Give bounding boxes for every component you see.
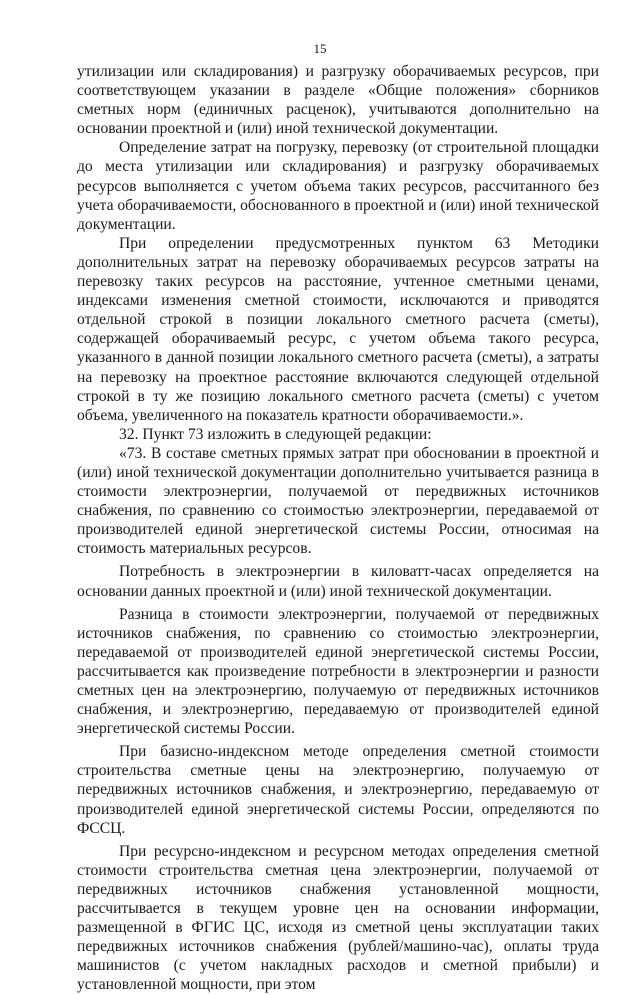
paragraph: При базисно-индексном методе определения сметной стоимости строительства сметные цены на электроэнергию, получаемую от передвижных источников снабжения, и электроэнергию, передаваемую от производителей единой энергетической системы России, определяются по ФССЦ.: [77, 743, 599, 837]
paragraph: «73. В составе сметных прямых затрат при обосновании в проектной и (или) иной технической документации дополнительно учитывается разница в стоимости электроэнергии, получаемой от передвижных источников снабжения, по сравнению со стоимостью электроэнергии, передаваемой от производителей единой энергетической системы России, относимая на стоимость материальных ресурсов.: [77, 444, 599, 558]
paragraph: Определение затрат на погрузку, перевозку (от строительной площадки до места утилизации или складирования) и разгрузку оборачиваемых ресурсов выполняется с учетом объема таких ресурсов, рассчитанного без учета оборачиваемости, обоснованного в проектной и (или) иной технической документации.: [77, 139, 600, 233]
paragraph: 32. Пункт 73 изложить в следующей редакции:: [119, 425, 432, 443]
paragraph: Разница в стоимости электроэнергии, получаемой от передвижных источников снабжения, по сравнению со стоимостью электроэнергии, передаваемой от производителей единой энергетической системы России, рассчитывается как произведение потребности в электроэнергии и разности сметных цен на электроэнергию, получаемую от передвижных источников снабжения, и электроэнергию, передаваемую от производителей единой энергетической системы России.: [77, 605, 599, 738]
paragraph: Потребность в электроэнергии в киловатт-часах определяется на основании данных проектной и (или) иной технической документации.: [77, 563, 599, 600]
paragraph: При определении предусмотренных пунктом 63 Методики дополнительных затрат на перевозку оборачиваемых ресурсов затраты на перевозку таких ресурсов на расстояние, учтенное сметными ценами, индексами изменения сметной стоимости, исключаются и приводятся отдельной строкой в позиции локального сметного расчета (сметы), содержащей оборачиваемый ресурс, с учетом объема такого ресурса, указанного в данной позиции локального сметного расчета (сметы), а затраты на перевозку на проектное расстояние включаются следующей отдельной строкой в ту же позицию локального сметного расчета (сметы) с учетом объема, увеличенного на показатель кратности оборачиваемости.».: [77, 234, 599, 424]
paragraph: утилизации или складирования) и разгрузку оборачиваемых ресурсов, при соответствующем указании в разделе «Общие положения» сборников сметных норм (единичных расценок), учитываются дополнительно на основании проектной и (или) иной технической документации.: [77, 63, 599, 138]
paragraph: При ресурсно-индексном и ресурсном методах определения сметной стоимости строительства сметная цена электроэнергии, получаемой от передвижных источников снабжения установленной мощности, рассчитывается в текущем уровне цен на основании информации, размещенной в ФГИС ЦС, исходя из сметной цены эксплуатации таких передвижных источников снабжения (рублей/машино-час), оплаты труда машинистов (с учетом накладных расходов и сметной прибыли) и установленной мощности, при этом: [77, 842, 599, 994]
page-number: 15: [313, 41, 327, 56]
body-text: [77, 62, 599, 995]
